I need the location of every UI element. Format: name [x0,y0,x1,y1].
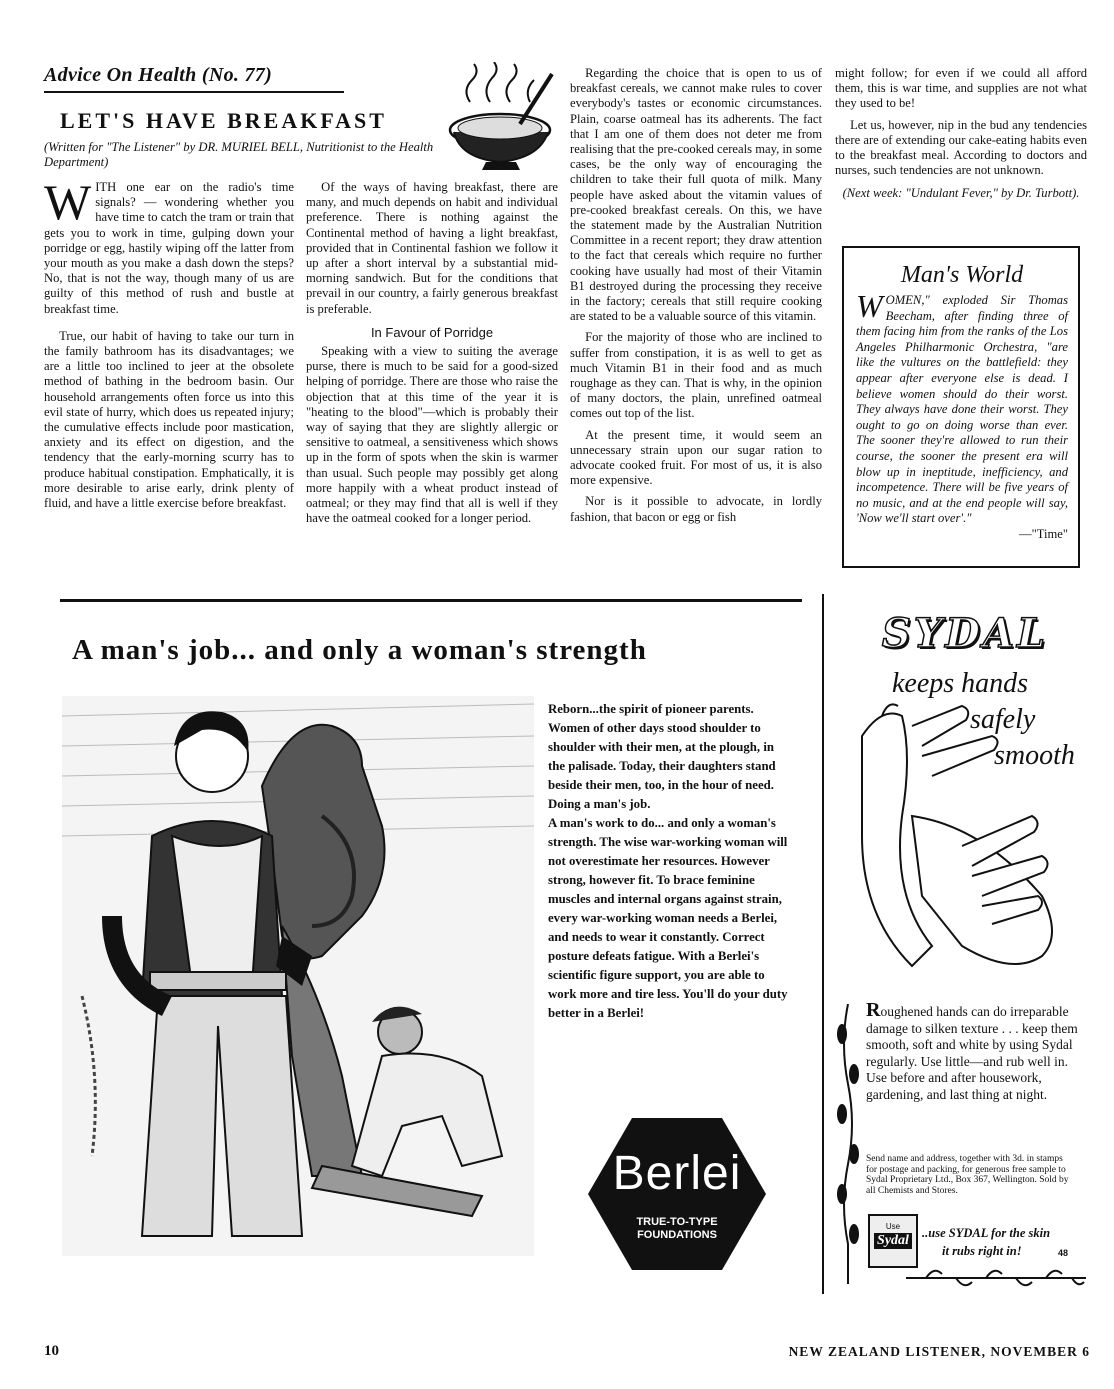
box-initial: W [856,288,883,324]
drop-cap: W [44,174,92,230]
paragraph: True, our habit of having to take our turn in the family bathroom has its disadvantages; we are a little too inclined to jeer at the obsolete method of bathing in the bedroom basin. Our household arrangements often force us into this evil state of hurry, which does us repeated injury; the cumulative effects include poor mastication, anxiety and its effect on digestion, and the tendency that the early-morning scurry has to produce habitual constipation. Emphatically, it is more desirable to arise early, drink plenty of fluid, and have a little exercise before breakfast. [44,328,294,511]
berlei-paragraph-2: A man's work to do... and only a woman's strength. The wise war-working woman will not overestimate her resources. However strong, however fit. To brace feminine muscles and internal organs against strain, every war-working woman needs a Berlei, and needs to wear it constantly. Correct posture defeats fatigue. With a Berlei's scientific figure support, you are able to work more and tire less. You'll do your duty better in a Berlei! [548,816,788,1020]
paragraph: Regarding the choice that is open to us of breakfast cereals, we cannot make rules to cover everybody's tastes or economic circumstances. Plain, coarse oatmeal has its adherents. The fact that I am one of them does not deter me from realising that the pre-cooked cereals may, in some cases, be the only way of encouraging the children to take their full quota of milk. Many people have asked about the vitamin values of pre-cooked breakfast cereals. On this, we have the statement made by the Australian Nutrition Committee in a recent report; they draw attention to the fact that cereals which require no further cooking have usually had most of their Vitamin B1 destroyed during the processing they receive in the factory; cereals that still require cooking are stated to be a valuable source of this vitamin. [570,66,822,324]
byline-text: (Written for "The Listener" by DR. MURIEL BELL, Nutritionist to the Health Department) [44,140,434,169]
sydal-slogan-2: safely [970,704,1036,735]
hands-illustration [842,696,1082,986]
article [0,0,1114,580]
paragraph: Nor is it possible to advocate, in lordly fashion, that bacon or egg or fish [570,494,822,524]
page-number: 10 [44,1343,59,1359]
sydal-initial: R [866,999,881,1021]
laurel-border-icon [906,1264,1086,1292]
berlei-body [548,700,792,1023]
woman-horse-illustration [62,696,534,1256]
sydal-code: 48 [1058,1248,1069,1258]
berlei-illustration [62,696,534,1256]
sydal-jar-use: Use [885,1222,901,1231]
publication-line: NEW ZEALAND LISTENER, NOVEMBER 6 [788,1344,1090,1359]
sydal-slogan-1: keeps hands [892,668,1029,699]
berlei-logo-text: Berlei [612,1147,742,1200]
byline [44,140,444,170]
berlei-headline: A man's job... and only a woman's strength [72,634,647,666]
paragraph: WITH one ear on the radio's time signals? — wondering whether you have time to catch the tram or train that gets you to work in time, gulping down your porridge or egg, hastily wiping off the latter from your mouth as you make a dash down the steps? No, that is not the way, though many of us are guilty of this method of rush and bustle at breakfast time. [44,174,294,316]
sydal-jar [868,1214,918,1268]
headline: LET'S HAVE BREAKFAST [60,108,387,133]
sydal-brand: SYDAL [881,610,1049,657]
ad-divider-vertical [822,594,824,1294]
berlei-tagline-1: TRUE-TO-TYPE [636,1216,718,1228]
porridge-bowl-icon [440,62,570,174]
box-title: Man's World [900,262,1024,288]
mans-world-box [842,246,1080,568]
series-underline [44,91,344,93]
paragraph: might follow; for even if we could all afford them, this is war time, and supplies are not what they used to be! [835,66,1087,111]
sydal-slogan-3: smooth [994,740,1075,771]
vine-border-icon [836,1004,860,1284]
box-text: WOMEN," exploded Sir Thomas Beecham, after finding three of them facing him from the ranks of the Los Angeles Philharmonic Orchestra, "are like the vultures on the battlefield: they appear after everyone else is dead. I believe women should do their worst. They always have done their worst. They ought to go on doing worse than ever. The sooner they're allowed to run their course, the sooner the present era will blow up in ineptitude, inefficiency, and incompetence. There will be five years of no music, and at the end people will say, 'Now we'll start over'." [856,288,1068,526]
berlei-logo [588,1118,766,1270]
sydal-tagline-1: ..use SYDAL for the skin [922,1226,1051,1240]
paragraph: For the majority of those who are inclined to suffer from constipation, it is as well to get as much Vitamin B1 in their food and as much roughage as they can. That is why, in the opinion of many doctors, the plain, unrefined oatmeal comes out top of the list. [570,330,822,421]
berlei-top-rule [60,599,802,602]
article-column-1 [44,174,294,511]
berlei-paragraph-1: Reborn...the spirit of pioneer parents. Women of other days stood shoulder to shoulder with their men, at the plough, in the palisade. Today, their daughters stand beside their men, too, in the hour of need. Doing a man's job. [548,702,776,811]
sydal-jar-brand: Sydal [874,1233,912,1249]
sydal-tagline-2: it rubs right in! [942,1244,1022,1258]
next-week-note: (Next week: "Undulant Fever," by Dr. Turbott). [842,186,1080,201]
article-column-3 [570,66,822,525]
berlei-tagline-2: FOUNDATIONS [637,1229,717,1241]
sydal-body: Roughened hands can do irreparable damage to silken texture . . . keep them smooth, soft and white by using Sydal regularly. Use little—and rub well in. Use before and after housework, gardening, and last thing at night. [866,999,1078,1102]
paragraph: Of the ways of having breakfast, there are many, and much depends on habit and individual preference. There is nothing against the Continental method of having a light breakfast, provided that in Continental fashion we follow it up after a short interval by a substantial mid-morning sandwich. But for the conditions that prevail in our country, a fairly generous breakfast is preferable. [306,180,558,316]
subheading: In Favour of Porridge [370,324,494,340]
sydal-fine-print: Send name and address, together with 3d. in stamps for postage and packing, for generous free sample to Sydal Proprietary Ltd., Box 367, Wellington. Sold by all Chemists and Stores. [866,1154,1069,1196]
series-title: Advice On Health (No. 77) [44,64,273,86]
porridge-bowl-illustration [440,62,570,174]
sydal-ad [836,600,1088,1300]
box-source: —"Time" [1018,526,1068,541]
article-column-2 [306,180,558,526]
article-column-4 [835,66,1087,202]
paragraph: At the present time, it would seem an unnecessary strain upon our sugar ration to advocate cooked fruit. For most of us, it is also more expensive. [570,427,822,488]
paragraph: Let us, however, nip in the bud any tendencies there are of extending our cake-eating habits even to the breakfast meal. According to doctors and nurses, such tendencies are not unknown. [835,117,1087,178]
paragraph: Speaking with a view to suiting the average purse, there is much to be said for a good-sized helping of porridge. There are those who raise the objection that at this time of the year it is "heating to the blood"—which is probably their way of saying that they are slightly allergic or sensitive to oatmeal, a sensitiveness which shows up in the form of spots when the skin is warmer than usual. Such people may possibly get along more happily with a wheat product instead of oatmeal; or they may find that all is well if they have the oatmeal cooked for a longer period. [306,344,558,526]
